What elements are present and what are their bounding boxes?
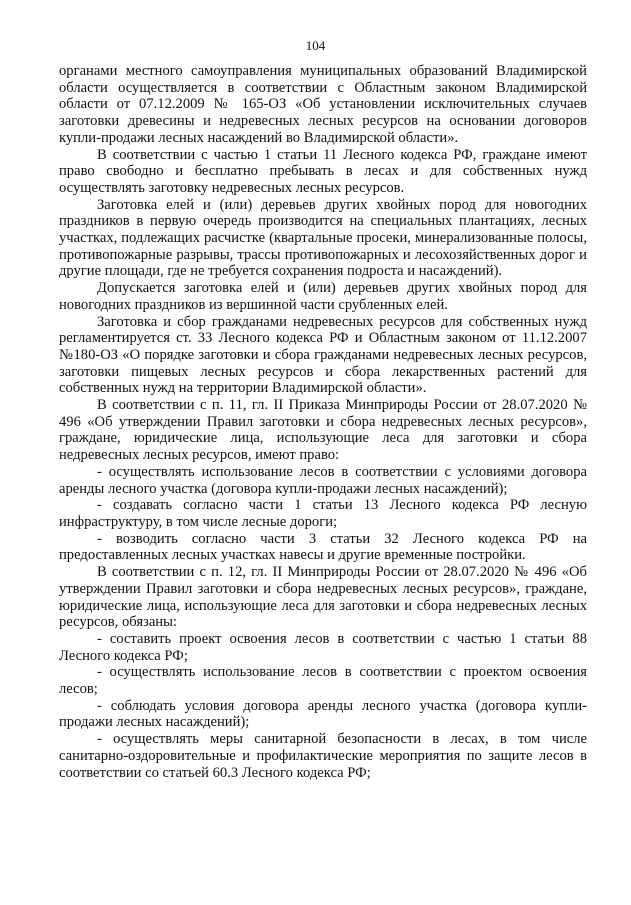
paragraph-10: В соответствии с п. 12, гл. II Минприроды России от 28.07.2020 № 496 «Об утверждении Правил заготовки и сбора недревесных лесных ресурсов», граждане, юридические лица, использующие леса для заготовки и сбора недревесных лесных ресурсов, обязаны:	[59, 564, 587, 631]
paragraph-9: - возводить согласно части 3 статьи 32 Лесного кодекса РФ на предоставленных лесных участках навесы и другие временные постройки.	[59, 530, 587, 564]
paragraph-6: В соответствии с п. 11, гл. II Приказа Минприроды России от 28.07.2020 № 496 «Об утверждении Правил заготовки и сбора недревесных лесных ресурсов», граждане, юридические лица, использующие леса для заготовки и сбора недревесных лесных ресурсов, имеют право:	[59, 397, 587, 464]
paragraph-13: - соблюдать условия договора аренды лесного участка (договора купли-продажи лесных насаждений);	[59, 697, 587, 731]
paragraph-8: - создавать согласно части 1 статьи 13 Лесного кодекса РФ лесную инфраструктуру, в том числе лесные дороги;	[59, 497, 587, 530]
paragraph-14: - осуществлять меры санитарной безопасности в лесах, в том числе санитарно-оздоровительные и профилактические мероприятия по защите лесов в соответствии со статьей 60.3 Лесного кодекса РФ;	[59, 731, 587, 781]
paragraph-7: - осуществлять использование лесов в соответствии с условиями договора аренды лесного участка (договора купли-продажи лесных насаждений);	[59, 463, 587, 497]
paragraph-11: - составить проект освоения лесов в соответствии с частью 1 статьи 88 Лесного кодекса РФ;	[59, 630, 587, 664]
paragraph-12: - осуществлять использование лесов в соответствии с проектом освоения лесов;	[59, 664, 587, 698]
document-body	[59, 63, 587, 781]
paragraph-3: Заготовка елей и (или) деревьев других хвойных пород для новогодних праздников в первую очередь производится на специальных плантациях, лесных участках, подлежащих расчистке (квартальные просеки, минерализованные полосы, противопожарные разрывы, трассы противопожарных и лесохозяйственных дорог и другие площади, где не требуется сохранения подроста и насаждений).	[59, 196, 587, 280]
paragraph-1: органами местного самоуправления муниципальных образований Владимирской области осуществляется в соответствии с Областным законом Владимирской области от 07.12.2009 № 165-ОЗ «Об установлении исключительных случаев заготовки древесины и недревесных лесных ресурсов на основании договоров купли-продажи лесных насаждений во Владимирской области».	[59, 63, 587, 146]
paragraph-2: В соответствии с частью 1 статьи 11 Лесного кодекса РФ, граждане имеют право свободно и бесплатно пребывать в лесах и для собственных нужд осуществлять заготовку недревесных лесных ресурсов.	[59, 146, 587, 196]
page-number: 104	[305, 38, 326, 53]
paragraph-5: Заготовка и сбор гражданами недревесных ресурсов для собственных нужд регламентируется ст. 33 Лесного кодекса РФ и Областным законом от 11.12.2007 №180-ОЗ «О порядке заготовки и сбора гражданами недревесных лесных ресурсов, заготовки пищевых лесных ресурсов и сбора лекарственных растений для собственных нужд на территории Владимирской области».	[59, 313, 587, 397]
paragraph-4: Допускается заготовка елей и (или) деревьев других хвойных пород для новогодних праздников из вершинной части срубленных елей.	[59, 280, 587, 313]
